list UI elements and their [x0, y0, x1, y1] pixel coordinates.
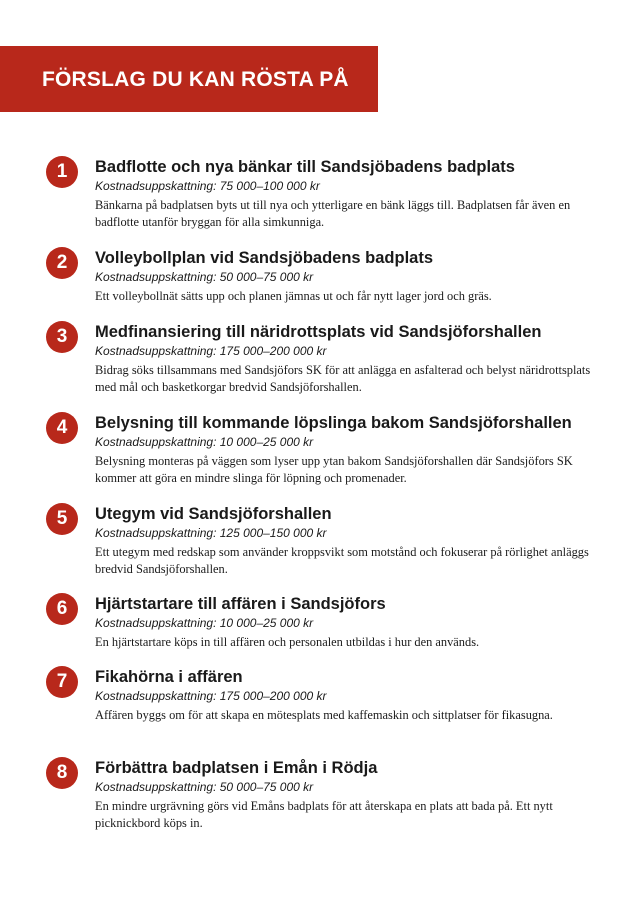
proposal-title: Medfinansiering till näridrottsplats vid Sandsjöforshallen: [95, 323, 542, 341]
proposal-description: En hjärtstartare köps in till affären och personalen utbildas i hur den används.: [95, 635, 480, 649]
proposal-title: Utegym vid Sandsjöforshallen: [95, 505, 332, 523]
number-badge: 4: [46, 412, 78, 444]
number-badge: 2: [46, 247, 78, 279]
number-badge: 3: [46, 321, 78, 353]
proposal-description: Bänkarna på badplatsen byts ut till nya och ytterligare en bänk läggs till. Badplatsen får även en badflotte utanför bryggan för alla simkunniga.: [95, 198, 571, 229]
number-badge: 6: [46, 593, 78, 625]
proposal-title: Förbättra badplatsen i Emån i Rödja: [95, 759, 378, 777]
proposal-content: [95, 321, 605, 396]
proposal-cost: Kostnadsuppskattning: 10 000–25 000 kr: [95, 616, 314, 630]
proposal-title: Belysning till kommande löpslinga bakom Sandsjöforshallen: [95, 414, 572, 432]
proposal-content: [95, 156, 605, 231]
proposal-content: [95, 593, 605, 651]
proposal-content: [95, 503, 605, 578]
number-badge: 1: [46, 156, 78, 188]
proposal-cost: Kostnadsuppskattning: 175 000–200 000 kr: [95, 689, 327, 703]
proposal-content: [95, 412, 605, 487]
proposal-description: En mindre urgrävning görs vid Emåns badplats för att återskapa en plats att bada på. Ett nytt picknickbord köps in.: [95, 799, 553, 830]
proposal-title: Badflotte och nya bänkar till Sandsjöbadens badplats: [95, 158, 515, 176]
proposal-cost: Kostnadsuppskattning: 125 000–150 000 kr: [95, 526, 327, 540]
proposal-content: [95, 666, 605, 724]
proposal-content: [95, 247, 605, 305]
proposal-cost: Kostnadsuppskattning: 10 000–25 000 kr: [95, 435, 314, 449]
proposal-cost: Kostnadsuppskattning: 175 000–200 000 kr: [95, 344, 327, 358]
proposal-cost: Kostnadsuppskattning: 75 000–100 000 kr: [95, 179, 320, 193]
number-badge: 8: [46, 757, 78, 789]
proposal-description: Affären byggs om för att skapa en mötesplats med kaffemaskin och sittplatser för fikasugna.: [95, 708, 553, 722]
number-badge: 7: [46, 666, 78, 698]
number-badge: 5: [46, 503, 78, 535]
proposal-cost: Kostnadsuppskattning: 50 000–75 000 kr: [95, 270, 314, 284]
proposal-description: Ett utegym med redskap som använder kroppsvikt som motstånd och fokuserar på rörlighet anläggs bredvid Sandsjöforshallen.: [95, 545, 589, 576]
proposal-title: Fikahörna i affären: [95, 668, 243, 686]
proposal-title: Hjärtstartare till affären i Sandsjöfors: [95, 595, 386, 613]
header-banner: [0, 46, 378, 112]
proposal-content: [95, 757, 605, 832]
proposal-title: Volleybollplan vid Sandsjöbadens badplats: [95, 249, 434, 267]
proposal-description: Bidrag söks tillsammans med Sandsjöfors SK för att anlägga en asfalterad och belyst näridrottsplats med mål och basketkorgar bredvid Sandsjöforshallen.: [95, 363, 591, 394]
proposal-description: Ett volleybollnät sätts upp och planen jämnas ut och får nytt lager jord och gräs.: [95, 289, 492, 303]
page-title: FÖRSLAG DU KAN RÖSTA PÅ: [42, 68, 349, 91]
proposal-description: Belysning monteras på väggen som lyser upp ytan bakom Sandsjöforshallen där Sandsjöfors SK kommer att göra en mindre slinga för löpning och promenader.: [95, 454, 573, 485]
proposal-cost: Kostnadsuppskattning: 50 000–75 000 kr: [95, 780, 314, 794]
